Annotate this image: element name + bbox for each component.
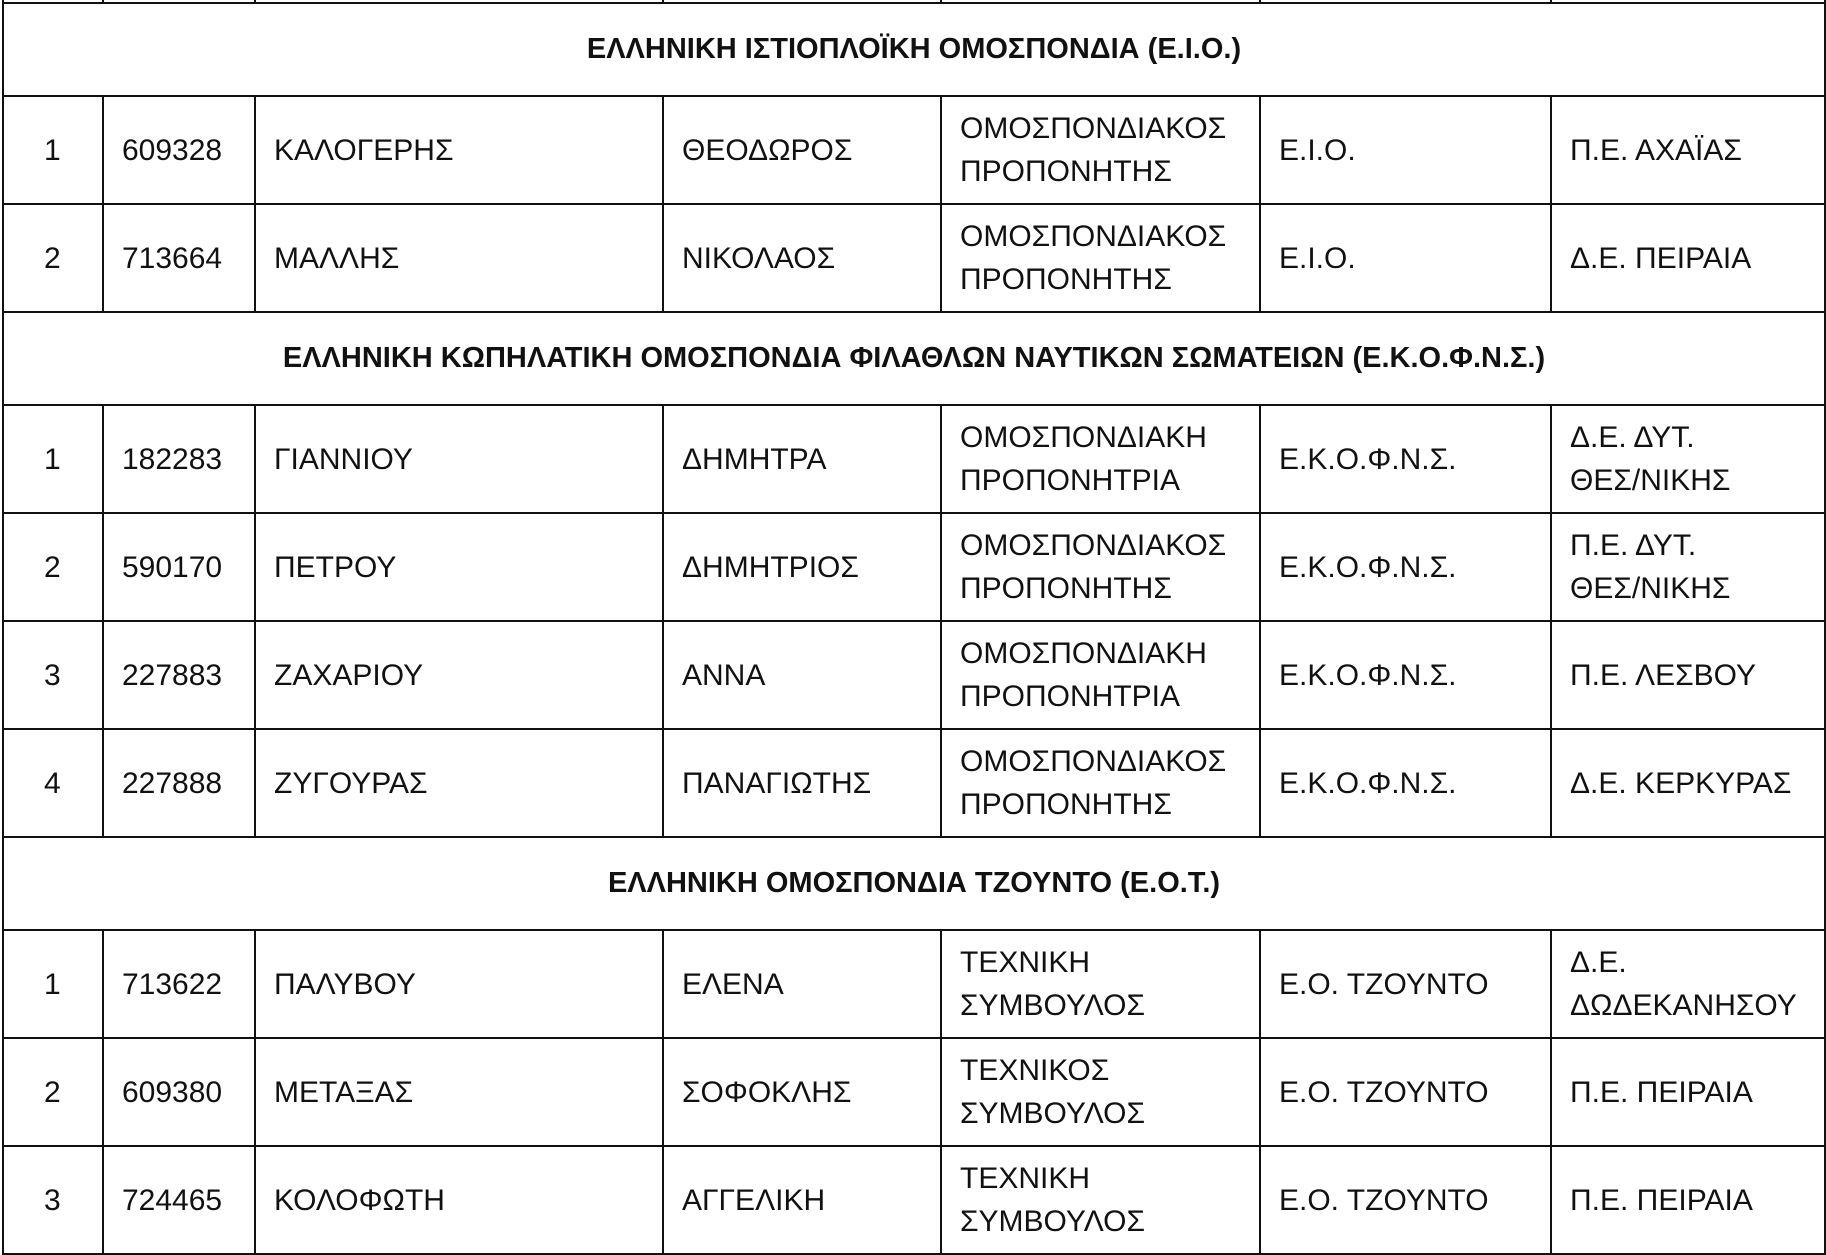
- first-name-cell: ΠΑΝΑΓΙΩΤΗΣ: [663, 729, 941, 837]
- role-line: ΟΜΟΣΠΟΝΔΙΑΚΟΣ: [960, 529, 1227, 562]
- role-line: ΤΕΧΝΙΚΗ: [960, 946, 1091, 979]
- federation-cell: Ε.Κ.Ο.Φ.Ν.Σ.: [1260, 405, 1551, 513]
- role-cell: [941, 1038, 1260, 1146]
- federation-cell: Ε.Ο. ΤΖΟΥΝΤΟ: [1260, 1146, 1551, 1254]
- section-header-row: [3, 3, 1825, 96]
- role-cell: [941, 729, 1260, 837]
- section-header-row: [3, 312, 1825, 405]
- region-cell: [1551, 930, 1825, 1038]
- surname-cell: ΜΑΛΛΗΣ: [255, 204, 663, 312]
- first-name-cell: ΑΝΝΑ: [663, 621, 941, 729]
- registry-id-cell: 713622: [103, 930, 255, 1038]
- surname-cell: ΖΑΧΑΡΙΟΥ: [255, 621, 663, 729]
- coaches-table: [2, 0, 1826, 1255]
- registry-id-cell: 227883: [103, 621, 255, 729]
- section-title: ΕΛΛΗΝΙΚΗ ΙΣΤΙΟΠΛΟΪΚΗ ΟΜΟΣΠΟΝΔΙΑ (Ε.Ι.Ο.): [3, 3, 1825, 96]
- row-number-cell: 3: [3, 621, 103, 729]
- role-line: ΟΜΟΣΠΟΝΔΙΑΚΟΣ: [960, 745, 1227, 778]
- surname-cell: ΓΙΑΝΝΙΟΥ: [255, 405, 663, 513]
- region-line: Δ.Ε. ΚΕΡΚΥΡΑΣ: [1570, 766, 1792, 800]
- table-row: [3, 621, 1825, 729]
- federation-cell: Ε.Κ.Ο.Φ.Ν.Σ.: [1260, 621, 1551, 729]
- role-line: ΣΥΜΒΟΥΛΟΣ: [960, 1097, 1145, 1130]
- region-line: Δ.Ε.: [1570, 946, 1627, 979]
- surname-cell: ΠΑΛΥΒΟΥ: [255, 930, 663, 1038]
- region-line: ΔΩΔΕΚΑΝΗΣΟΥ: [1570, 989, 1797, 1022]
- section-title: ΕΛΛΗΝΙΚΗ ΚΩΠΗΛΑΤΙΚΗ ΟΜΟΣΠΟΝΔΙΑ ΦΙΛΑΘΛΩΝ ΝΑΥΤΙΚΩΝ ΣΩΜΑΤΕΙΩΝ (Ε.Κ.Ο.Φ.Ν.Σ.): [3, 312, 1825, 405]
- row-number-cell: 1: [3, 405, 103, 513]
- row-number-cell: 2: [3, 204, 103, 312]
- table-row: [3, 1038, 1825, 1146]
- table-row: [3, 513, 1825, 621]
- federation-cell: Ε.Ο. ΤΖΟΥΝΤΟ: [1260, 1038, 1551, 1146]
- role-cell: [941, 204, 1260, 312]
- region-line: Π.Ε. ΠΕΙΡΑΙΑ: [1570, 1183, 1753, 1217]
- surname-cell: ΜΕΤΑΞΑΣ: [255, 1038, 663, 1146]
- role-cell: [941, 621, 1260, 729]
- region-line: Δ.Ε. ΠΕΙΡΑΙΑ: [1570, 241, 1752, 275]
- region-cell: [1551, 405, 1825, 513]
- region-line: Π.Ε. ΛΕΣΒΟΥ: [1570, 658, 1757, 692]
- region-cell: [1551, 204, 1825, 312]
- table-row: [3, 204, 1825, 312]
- registry-id-cell: 724465: [103, 1146, 255, 1254]
- row-number-cell: 4: [3, 729, 103, 837]
- role-cell: [941, 930, 1260, 1038]
- role-line: ΤΕΧΝΙΚΟΣ: [960, 1054, 1110, 1087]
- row-number-cell: 3: [3, 1146, 103, 1254]
- region-line: Δ.Ε. ΔΥΤ.: [1570, 421, 1695, 454]
- first-name-cell: ΑΓΓΕΛΙΚΗ: [663, 1146, 941, 1254]
- role-cell: [941, 513, 1260, 621]
- role-line: ΠΡΟΠΟΝΗΤΗΣ: [960, 788, 1172, 821]
- row-number-cell: 2: [3, 513, 103, 621]
- row-number-cell: 1: [3, 930, 103, 1038]
- first-name-cell: ΕΛΕΝΑ: [663, 930, 941, 1038]
- region-cell: [1551, 729, 1825, 837]
- surname-cell: ΚΟΛΟΦΩΤΗ: [255, 1146, 663, 1254]
- table-row: [3, 1146, 1825, 1254]
- registry-id-cell: 182283: [103, 405, 255, 513]
- region-line: Π.Ε. ΔΥΤ.: [1570, 529, 1697, 562]
- region-line: Π.Ε. ΑΧΑΪΑΣ: [1570, 133, 1742, 167]
- role-cell: [941, 405, 1260, 513]
- table-row: [3, 405, 1825, 513]
- registry-id-cell: 609328: [103, 96, 255, 204]
- role-line: ΣΥΜΒΟΥΛΟΣ: [960, 1205, 1145, 1238]
- first-name-cell: ΔΗΜΗΤΡΙΟΣ: [663, 513, 941, 621]
- registry-id-cell: 590170: [103, 513, 255, 621]
- role-line: ΟΜΟΣΠΟΝΔΙΑΚΗ: [960, 637, 1207, 670]
- row-number-cell: 1: [3, 96, 103, 204]
- region-line: ΘΕΣ/ΝΙΚΗΣ: [1570, 572, 1731, 605]
- federation-cell: Ε.Κ.Ο.Φ.Ν.Σ.: [1260, 513, 1551, 621]
- region-cell: [1551, 513, 1825, 621]
- federation-cell: Ε.Κ.Ο.Φ.Ν.Σ.: [1260, 729, 1551, 837]
- first-name-cell: ΔΗΜΗΤΡΑ: [663, 405, 941, 513]
- role-cell: [941, 1146, 1260, 1254]
- surname-cell: ΠΕΤΡΟΥ: [255, 513, 663, 621]
- region-cell: [1551, 96, 1825, 204]
- region-line: ΘΕΣ/ΝΙΚΗΣ: [1570, 464, 1731, 497]
- table-row: [3, 930, 1825, 1038]
- registry-id-cell: 713664: [103, 204, 255, 312]
- role-line: ΠΡΟΠΟΝΗΤΗΣ: [960, 572, 1172, 605]
- role-cell: [941, 96, 1260, 204]
- role-line: ΠΡΟΠΟΝΗΤΗΣ: [960, 263, 1172, 296]
- role-line: ΠΡΟΠΟΝΗΤΡΙΑ: [960, 680, 1181, 713]
- first-name-cell: ΝΙΚΟΛΑΟΣ: [663, 204, 941, 312]
- row-number-cell: 2: [3, 1038, 103, 1146]
- role-line: ΤΕΧΝΙΚΗ: [960, 1162, 1091, 1195]
- federation-cell: Ε.Ι.Ο.: [1260, 96, 1551, 204]
- region-cell: [1551, 621, 1825, 729]
- role-line: ΟΜΟΣΠΟΝΔΙΑΚΗ: [960, 421, 1207, 454]
- first-name-cell: ΘΕΟΔΩΡΟΣ: [663, 96, 941, 204]
- table-row: [3, 729, 1825, 837]
- role-line: ΟΜΟΣΠΟΝΔΙΑΚΟΣ: [960, 112, 1227, 145]
- role-line: ΟΜΟΣΠΟΝΔΙΑΚΟΣ: [960, 220, 1227, 253]
- region-line: Π.Ε. ΠΕΙΡΑΙΑ: [1570, 1075, 1753, 1109]
- registry-id-cell: 227888: [103, 729, 255, 837]
- federation-cell: Ε.Ι.Ο.: [1260, 204, 1551, 312]
- section-title: ΕΛΛΗΝΙΚΗ ΟΜΟΣΠΟΝΔΙΑ ΤΖΟΥΝΤΟ (Ε.Ο.Τ.): [3, 837, 1825, 930]
- role-line: ΠΡΟΠΟΝΗΤΗΣ: [960, 155, 1172, 188]
- first-name-cell: ΣΟΦΟΚΛΗΣ: [663, 1038, 941, 1146]
- role-line: ΣΥΜΒΟΥΛΟΣ: [960, 989, 1145, 1022]
- surname-cell: ΖΥΓΟΥΡΑΣ: [255, 729, 663, 837]
- section-header-row: [3, 837, 1825, 930]
- table-body: [3, 0, 1825, 1254]
- role-line: ΠΡΟΠΟΝΗΤΡΙΑ: [960, 464, 1181, 497]
- federation-cell: Ε.Ο. ΤΖΟΥΝΤΟ: [1260, 930, 1551, 1038]
- table-row: [3, 96, 1825, 204]
- registry-id-cell: 609380: [103, 1038, 255, 1146]
- region-cell: [1551, 1146, 1825, 1254]
- region-cell: [1551, 1038, 1825, 1146]
- surname-cell: ΚΑΛΟΓΕΡΗΣ: [255, 96, 663, 204]
